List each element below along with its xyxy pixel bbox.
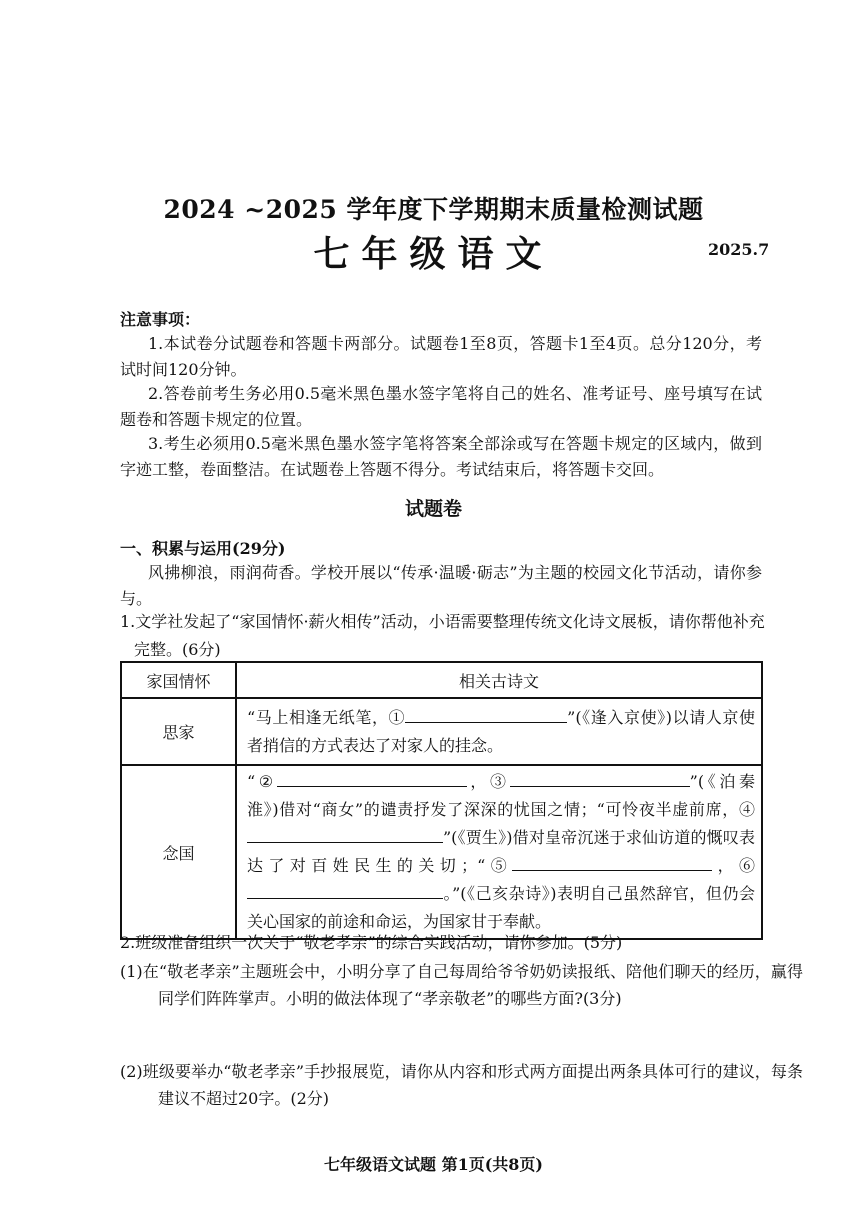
- poem-text: “②: [247, 772, 277, 791]
- question-1: 1.文学社发起了“家国情怀·薪火相传”活动，小语需要整理传统文化诗文展板，请你帮他补充完整。(6分): [120, 612, 765, 659]
- table-row: [121, 698, 762, 765]
- answer-blank-5[interactable]: [512, 852, 712, 871]
- answer-blank-4[interactable]: [247, 824, 443, 843]
- table-header-poems: 相关古诗文: [236, 662, 762, 698]
- note-item-2: 2.答卷前考生务必用0.5毫米黑色墨水签字笔将自己的姓名、准考证号、座号填写在试题卷和答题卡规定的位置。: [120, 384, 762, 429]
- poem-text: 。”(《己亥杂诗》)表明自己虽然辞官，但仍会关心国家的前途和命运，为国家甘于奉献。: [247, 884, 755, 931]
- poem-text: ”(《泊秦淮》)借对“商女”的谴责抒发了深深的忧国之情；“可怜夜半虚前席，④: [247, 772, 755, 819]
- subject-title: 七年级语文: [313, 233, 554, 275]
- poem-text: ，⑥: [712, 856, 755, 875]
- poem-text: ”(《逢入京使》)以请人京使者捎信的方式表达了对家人的挂念。: [247, 707, 755, 755]
- question-2-part-1: (1)在“敬老孝亲”主题班会中，小明分享了自己每周给爷爷奶奶读报纸、陪他们聊天的经历，赢得同学们阵阵掌声。小明的做法体现了“孝亲敬老”的哪些方面?(3分): [120, 962, 803, 1008]
- poem-text: ，③: [466, 772, 510, 791]
- poem-table: [120, 661, 763, 940]
- question-2: 2.班级准备组织一次关于“敬老孝亲”的综合实践活动，请你参加。(5分): [120, 933, 623, 952]
- exam-date: 2025.7: [708, 240, 770, 259]
- answer-blank-6[interactable]: [247, 880, 443, 899]
- answer-blank-1[interactable]: [405, 704, 567, 723]
- section-intro: 风拂柳浪，雨润荷香。学校开展以“传承·温暖·砺志”为主题的校园文化节活动，请你参与。: [120, 563, 762, 608]
- table-header-row: [121, 662, 762, 698]
- poem-cell: [236, 765, 762, 939]
- note-item-1: 1.本试卷分试题卷和答题卡两部分。试题卷1至8页，答题卡1至4页。总分120分，考试时间120分钟。: [120, 334, 762, 379]
- exam-title: 2024 ~2025 学年度下学期期末质量检测试题: [163, 195, 704, 224]
- answer-blank-3[interactable]: [510, 768, 690, 787]
- category-cell: 思家: [121, 698, 236, 765]
- note-item-3: 3.考生必须用0.5毫米黑色墨水签字笔将答案全部涂或写在答题卡规定的区域内，做到字迹工整，卷面整洁。在试题卷上答题不得分。考试结束后，将答题卡交回。: [120, 434, 762, 479]
- table-row: [121, 765, 762, 939]
- section-mark: 试题卷: [404, 498, 462, 520]
- poem-text: “马上相逢无纸笔，①: [247, 707, 406, 727]
- question-2-part-2: (2)班级要举办“敬老孝亲”手抄报展览，请你从内容和形式两方面提出两条具体可行的建议，每条建议不超过20字。(2分): [120, 1062, 803, 1108]
- poem-cell: [236, 698, 762, 765]
- page-footer: 七年级语文试题 第1页(共8页): [324, 1155, 543, 1174]
- answer-blank-2[interactable]: [277, 768, 467, 787]
- section-heading: 一、积累与运用(29分): [120, 539, 286, 558]
- poem-text: ”(《贾生》)借对皇帝沉迷于求仙访道的慨叹表达了对百姓民生的关切；“⑤: [247, 828, 755, 875]
- table-header-category: 家国情怀: [121, 662, 236, 698]
- category-cell: 念国: [121, 765, 236, 939]
- notes-heading: 注意事项：: [120, 310, 201, 329]
